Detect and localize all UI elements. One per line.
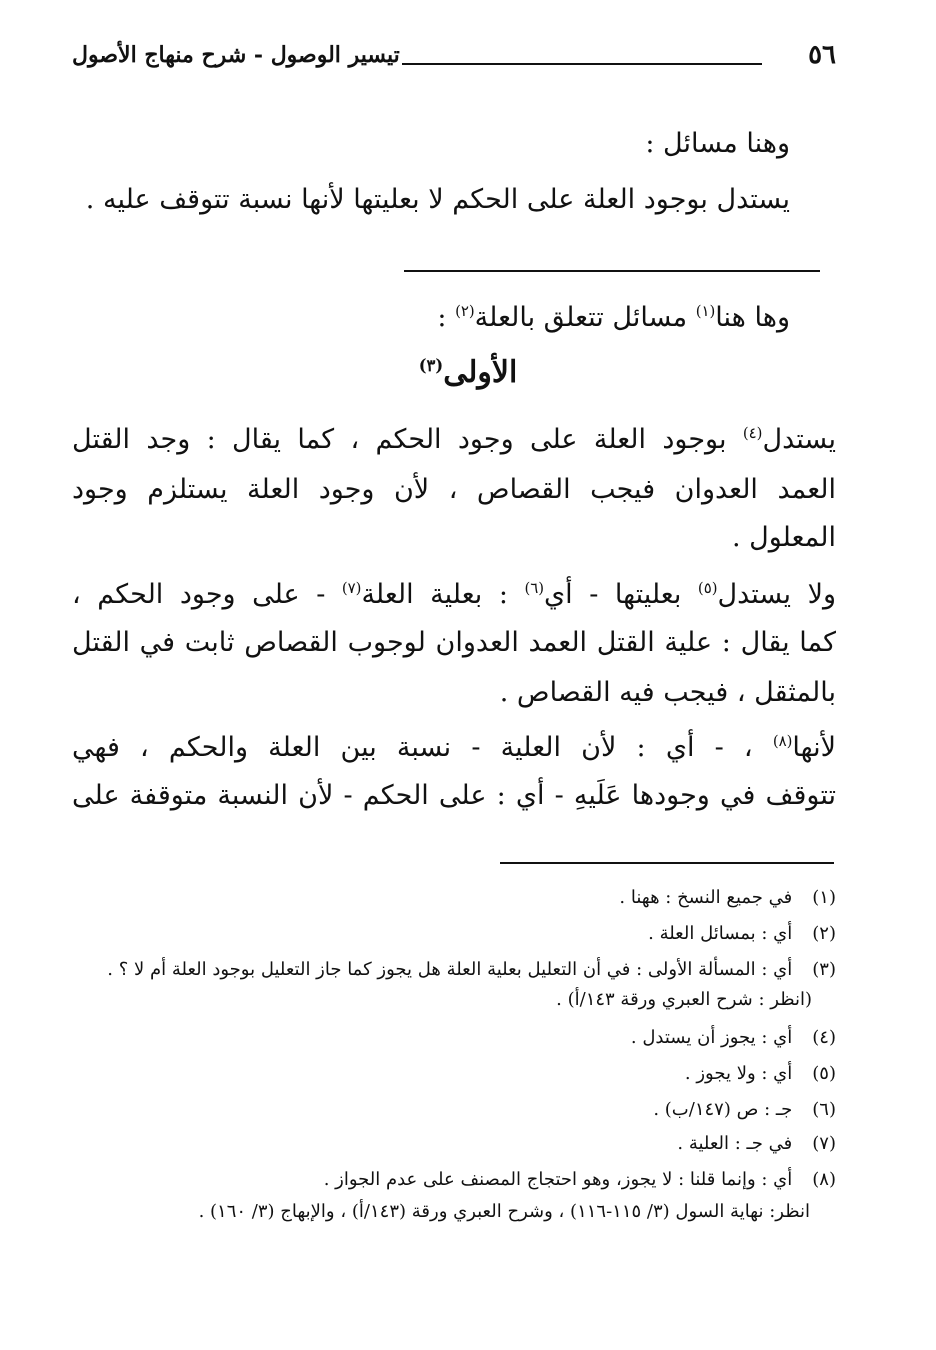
paragraph-1-line-3: المعلول .: [731, 522, 836, 553]
p2-text-c: : بعلية العلة: [361, 579, 525, 610]
running-title: تيسير الوصول - شرح منهاج الأصول: [72, 42, 400, 68]
footnote-number: (٥): [812, 1063, 836, 1084]
paragraph-3-line-1: [72, 728, 836, 768]
footnote-number: (٨): [812, 1169, 836, 1190]
p2-text-b: بعليتها - أي: [544, 579, 698, 610]
footnote-5: [685, 1060, 836, 1088]
footnote-number: (٧): [812, 1133, 836, 1154]
opening-text-a: وها هنا: [715, 302, 790, 333]
footnote-text: في جـ : العلية .: [677, 1133, 793, 1154]
footnote-text: أي : المسألة الأولى : في أن التعليل بعلية العلة هل يجوز كما جاز التعليل بوجود العلة أم لا ؟ .: [107, 959, 793, 980]
p2-text-a: ولا يستدل: [717, 579, 837, 610]
p1-text-a: يستدل: [762, 424, 836, 455]
footnote-7: [677, 1130, 836, 1158]
paragraph-1-line-1: [72, 420, 836, 460]
footnote-number: (١): [812, 887, 836, 908]
footnote-number: (٣): [812, 959, 836, 980]
footnote-number: (٢): [812, 923, 836, 944]
footnote-text: أي : ولا يجوز .: [684, 1063, 793, 1084]
intro-line-2: يستدل بوجود العلة على الحكم لا بعليتها لأنها نسبة تتوقف عليه .: [85, 184, 790, 215]
footnote-6: [653, 1096, 836, 1124]
footnote-marker-3: (٣): [418, 356, 444, 375]
footnote-8: [324, 1166, 836, 1194]
footnote-2: [648, 920, 836, 948]
paragraph-2-line-1: [72, 575, 836, 615]
footnote-text: أي : بمسائل العلة .: [648, 923, 793, 944]
footnote-marker-2: (٢): [455, 302, 475, 320]
footnote-text: في جميع النسخ : ههنا .: [619, 887, 793, 908]
page-number: ٥٦: [808, 40, 836, 70]
intro-line-1: وهنا مسائل :: [645, 128, 790, 159]
footnote-8-continuation: انظر: نهاية السول (٣/ ١١٥-١١٦) ، وشرح العبري ورقة (١٤٣/أ) ، والإبهاج (٣/ ١٦٠) .: [198, 1201, 810, 1222]
paragraph-3-line-2: تتوقف في وجودها عَلَيهِ - أي : على الحكم - لأن النسبة متوقفة على: [72, 780, 836, 811]
footnote-text: جـ : ص (١٤٧/ب) .: [653, 1099, 793, 1120]
heading-text: الأولى: [443, 355, 518, 390]
footnote-3-continuation: (انظر : شرح العبري ورقة ١٤٣/أ) .: [556, 989, 812, 1010]
section-divider: [404, 270, 820, 272]
p1-text-b: بوجود العلة على وجود الحكم ، كما يقال : وجد القتل: [72, 424, 743, 455]
footnote-divider: [500, 862, 834, 864]
p3-text-b: ، - أي : لأن العلية - نسبة بين العلة والحكم ، فهي: [72, 732, 773, 763]
section-opening: [437, 298, 790, 338]
footnote-marker-5: (٥): [697, 579, 718, 597]
opening-text-b: مسائل تتعلق بالعلة: [474, 302, 696, 333]
footnote-marker-8: (٨): [772, 732, 793, 750]
footnote-4: [631, 1024, 836, 1052]
footnote-marker-1: (١): [695, 302, 716, 320]
footnote-number: (٦): [812, 1099, 836, 1120]
footnote-1: [619, 884, 836, 912]
section-heading: [0, 355, 936, 390]
footnote-marker-6: (٦): [524, 579, 545, 597]
p3-text-a: لأنها: [792, 732, 836, 763]
opening-text-c: :: [437, 302, 456, 333]
paragraph-2-line-2: كما يقال : علية القتل العمد العدوان لوجوب القصاص ثابت في القتل: [72, 627, 836, 658]
paragraph-1-line-2: العمد العدوان فيجب القصاص ، لأن وجود العلة يستلزم وجود: [72, 474, 836, 505]
footnote-text: أي : وإنما قلنا : لا يجوز، وهو احتجاج المصنف على عدم الجواز .: [323, 1169, 793, 1190]
footnote-marker-4: (٤): [742, 424, 763, 442]
footnote-text: أي : يجوز أن يستدل .: [630, 1027, 793, 1048]
footnote-3: [107, 956, 836, 984]
header-rule: [402, 63, 762, 65]
footnote-number: (٤): [812, 1027, 836, 1048]
p2-text-d: - على وجود الحكم ،: [72, 579, 342, 610]
paragraph-2-line-3: بالمثقل ، فيجب فيه القصاص .: [499, 677, 836, 708]
footnote-marker-7: (٧): [341, 579, 362, 597]
